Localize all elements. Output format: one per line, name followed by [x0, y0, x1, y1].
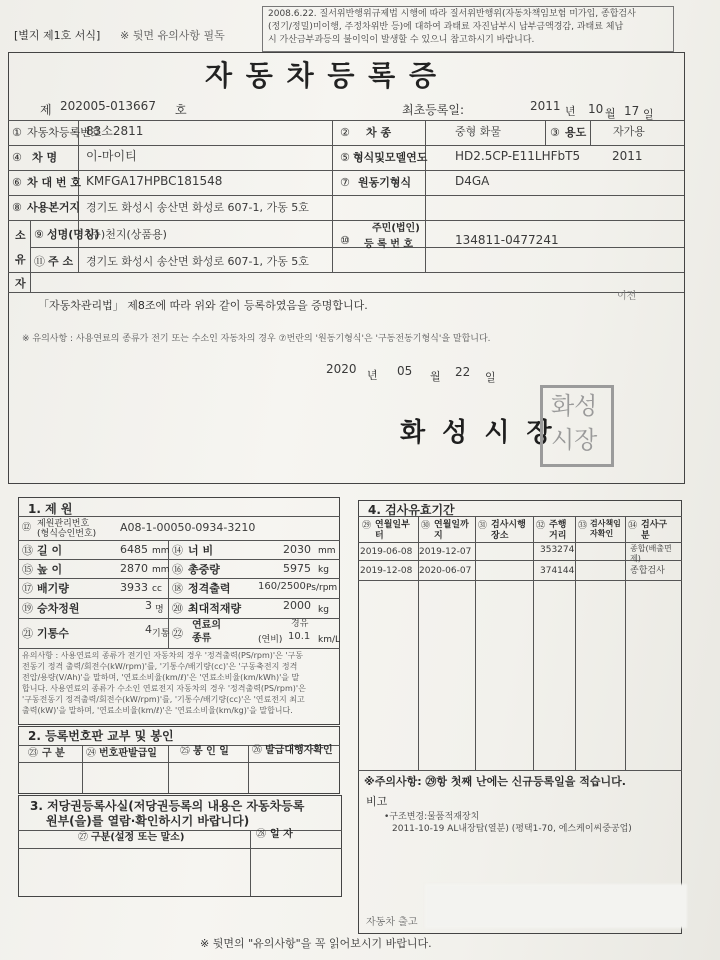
field-4-marker: ④: [12, 151, 22, 164]
grid-line: [18, 559, 340, 560]
grid-line: [18, 648, 340, 649]
certify-text: 「자동차관리법」 제8조에 따라 위와 같이 등록하였음을 증명합니다.: [38, 299, 368, 312]
grid-line: [533, 516, 534, 770]
grid-line: [425, 120, 426, 220]
field-2-marker: ②: [340, 126, 350, 139]
first-reg-month: 10: [588, 102, 604, 116]
owner-label-3: 자: [15, 277, 26, 290]
plates-col-2: 번호판발급일: [99, 748, 157, 759]
mgmt-value: A08-1-00050-0934-3210: [120, 521, 256, 534]
height-value: 2870: [120, 562, 148, 575]
insp-col-5: 검사책임자확인: [590, 519, 621, 538]
grid-line: [18, 540, 340, 541]
spec-12-marker: ⑫: [22, 523, 32, 533]
issue-month: 05: [397, 364, 413, 378]
field-3-value: 자가용: [613, 125, 645, 138]
inspection-note: ※주의사항: ㉙항 첫째 난에는 신규등록일을 적습니다.: [364, 775, 626, 788]
plates-col-3: 봉 인 일: [193, 746, 229, 757]
first-reg-label: 최초등록일:: [402, 103, 465, 117]
mgmt-label-2: (형식승인번호): [37, 529, 97, 539]
spec-20-marker: ⑳: [172, 602, 183, 615]
power-value: 160/2500: [258, 581, 306, 592]
insp-col-5-marker: ㉝: [578, 521, 588, 531]
power-label: 정격출력: [188, 582, 231, 595]
weight-unit: kg: [318, 565, 329, 575]
grid-line: [248, 745, 249, 793]
plates-col-1-marker: ㉓: [28, 748, 38, 759]
first-reg-year: 2011: [530, 99, 561, 113]
redacted-area: [425, 884, 687, 928]
grid-line: [30, 220, 31, 292]
field-7-value: D4GA: [455, 174, 490, 188]
spec-13-marker: ⑬: [22, 544, 33, 557]
grid-line: [475, 516, 476, 770]
top-notice-line-1: 2008.6.22. 질서위반행위규제법 시행에 따라 질서위반행위(자동차책임보험 미가입, 종합검사: [268, 9, 636, 19]
lien-col-2: 일 자: [270, 829, 293, 840]
fuel-economy-label: (연비): [258, 635, 283, 645]
plates-col-1: 구 분: [42, 748, 65, 759]
grid-line: [168, 745, 169, 793]
insp-col-1: 연월일부터: [375, 520, 410, 541]
insp-row-1-kind: 종합(배출면제): [630, 544, 672, 563]
first-reg-year-unit: 년: [565, 105, 576, 118]
cylinders-unit: 기통: [152, 629, 170, 639]
grid-line: [358, 542, 682, 543]
length-label: 길 이: [37, 544, 63, 557]
spec-fine-print-4: 합니다. 사용연료의 종류가 수소인 연료전지 자동차의 경우 '정격출력(PS/rpm)'은: [22, 684, 306, 693]
weight-label: 총중량: [188, 563, 220, 576]
note-line: ※ 유의사항 : 사용연료의 종류가 전기 또는 수소인 자동차의 경우 ⑦번란의 '원동기형식'은 '구동전동기형식'을 말합니다.: [22, 334, 491, 344]
grid-line: [8, 170, 684, 171]
insp-col-1-marker: ㉙: [362, 521, 372, 531]
grid-line: [545, 120, 546, 145]
transfer-mark: 이전: [617, 291, 637, 302]
grid-line: [8, 292, 684, 293]
grid-line: [590, 120, 591, 145]
width-label: 너 비: [188, 544, 214, 557]
field-6-label: 차 대 번 호: [27, 176, 81, 189]
load-value: 2000: [283, 599, 311, 612]
insp-col-6: 검사구분: [641, 520, 668, 541]
remarks-label: 비고: [366, 795, 388, 808]
cylinders-label: 기통수: [37, 627, 69, 640]
field-11-label: 주 소: [48, 255, 74, 268]
field-9-marker: ⑨: [34, 228, 44, 241]
field-10-label-1: 주민(법인): [372, 223, 420, 234]
displacement-unit: cc: [152, 584, 162, 594]
field-10-value: 134811-0477241: [455, 233, 559, 247]
inspection-heading: 4. 검사유효기간: [368, 503, 455, 517]
grid-line: [18, 762, 340, 763]
field-11-marker: ⑪: [34, 255, 45, 268]
grid-line: [425, 220, 426, 272]
grid-line: [18, 830, 342, 831]
spec-fine-print-1: 유의사항 : 사용연료의 종류가 전기인 자동차의 경우 '정격출력(PS/rpm)'은 '구동: [22, 651, 304, 660]
lien-heading-2: 원부(을)를 열람·확인하시기 바랍니다): [46, 814, 250, 828]
form-label: [별지 제1호 서식]: [14, 29, 101, 42]
footer-cut-text: 자동차 출고: [366, 917, 418, 928]
reg-no-value: 202005-013667: [60, 99, 156, 113]
lien-col-1-marker: ㉗: [78, 832, 88, 843]
remarks-line-2: 2011-10-19 AL내장탑(열분) (평택1-70, 에스케이씨중공업): [392, 824, 632, 834]
issuer-name: 화 성 시 장: [400, 418, 556, 448]
grid-line: [30, 247, 684, 248]
field-3-marker: ③: [550, 126, 560, 139]
power-unit: Ps/rpm: [306, 583, 338, 593]
width-unit: mm: [318, 546, 336, 556]
back-notice: ※ 뒷면 유의사항 필독: [120, 29, 225, 42]
grid-line: [358, 770, 682, 771]
remarks-line-1: •구조변경:물품적재장치: [384, 812, 480, 822]
plates-heading: 2. 등록번호판 교부 및 봉인: [28, 729, 174, 743]
reg-no-suffix: 호: [175, 103, 187, 117]
field-7-marker: ⑦: [340, 176, 350, 189]
length-unit: mm: [152, 546, 170, 556]
plates-col-4: 발급대행자확인: [265, 745, 333, 756]
field-5-value: HD2.5CP-E11LHFbT5: [455, 149, 581, 163]
insp-row-2-kind: 종합검사: [630, 566, 665, 576]
insp-col-3: 검사시행장소: [491, 520, 526, 541]
insp-row-2-to: 2020-06-07: [419, 566, 472, 576]
spec-fine-print-3: 전압/용량(V/Ah)'을 말하며, '연료소비율(km/ℓ)'은 '연료소비율(km/kWh)'을 말: [22, 673, 300, 682]
seats-unit: 명: [155, 605, 164, 615]
lien-col-1: 구분(설정 또는 말소): [91, 832, 185, 843]
issue-day: 22: [455, 365, 471, 379]
insp-row-1-from: 2019-06-08: [360, 547, 413, 557]
seal-text-2: 시장: [551, 426, 598, 454]
load-label: 최대적재량: [188, 602, 242, 615]
load-unit: kg: [318, 605, 329, 615]
grid-line: [18, 578, 340, 579]
first-reg-day-unit: 일: [643, 108, 654, 121]
fuel-label-1: 연료의: [192, 620, 221, 631]
specs-heading: 1. 제 원: [28, 502, 73, 516]
field-1-marker: ①: [12, 126, 22, 139]
insp-col-4-marker: ㉜: [536, 521, 546, 531]
spec-18-marker: ⑱: [172, 582, 183, 595]
fuel-value: 경유: [291, 619, 309, 629]
grid-line: [575, 516, 576, 770]
plates-col-3-marker: ㉕: [180, 746, 190, 757]
field-2-label: 차 종: [366, 126, 392, 139]
plates-col-2-marker: ㉔: [86, 748, 96, 759]
document-title: 자 동 차 등 록 증: [205, 59, 439, 92]
insp-col-3-marker: ㉛: [478, 521, 488, 531]
spec-16-marker: ⑯: [172, 563, 183, 576]
spec-19-marker: ⑲: [22, 602, 33, 615]
insp-row-1-km: 353274: [540, 545, 575, 555]
field-6-marker: ⑥: [12, 176, 22, 189]
grid-line: [18, 848, 342, 849]
field-4-label: 차 명: [32, 151, 58, 164]
grid-line: [8, 272, 684, 273]
spec-17-marker: ⑰: [22, 582, 33, 595]
grid-line: [82, 745, 83, 793]
grid-line: [332, 120, 333, 220]
official-seal: [540, 385, 614, 467]
footer-notice: ※ 뒷면의 "유의사항"을 꼭 읽어보시기 바랍니다.: [200, 937, 432, 950]
field-1-label: 자동차등록번호: [27, 126, 102, 139]
grid-line: [625, 516, 626, 770]
seats-value: 3: [145, 599, 152, 612]
spec-fine-print-6: 출력(kW)'을 말하며, '연료소비율(km/ℓ)'은 '연료소비율(km/kg)'을 말합니다.: [22, 706, 293, 715]
field-10-label-2: 등 록 번 호: [364, 239, 414, 250]
field-8-marker: ⑧: [12, 201, 22, 214]
issue-day-unit: 일: [485, 371, 496, 384]
grid-line: [8, 145, 684, 146]
grid-line: [8, 195, 684, 196]
seal-text-1: 화성: [551, 392, 598, 420]
grid-line: [358, 580, 682, 581]
spec-fine-print-5: '구동전동기 정격출력/회전수(kW/rpm)'를, '기통수/배기량(cc)'은 '연료전지 최고: [22, 695, 305, 704]
grid-line: [8, 220, 684, 221]
grid-line: [332, 220, 333, 272]
issue-year: 2020: [326, 362, 357, 376]
displacement-label: 배기량: [37, 582, 69, 595]
field-2-value: 중형 화물: [455, 125, 502, 138]
spec-fine-print-2: 전동기 정격 출력/회전수(kW/rpm)'를, '기통수/배기량(cc)'은 '구동축전지 정격: [22, 662, 298, 671]
insp-col-2-marker: ㉚: [421, 521, 431, 531]
insp-row-2-km: 374144: [540, 566, 575, 576]
fuel-economy-unit: km/L: [318, 635, 341, 645]
height-unit: mm: [152, 565, 170, 575]
issue-year-unit: 년: [367, 369, 378, 382]
field-8-value: 경기도 화성시 송산면 화성로 607-1, 가동 5호: [86, 201, 309, 214]
field-11-value: 경기도 화성시 송산면 화성로 607-1, 가동 5호: [86, 255, 309, 268]
weight-value: 5975: [283, 562, 311, 575]
insp-row-1-to: 2019-12-07: [419, 547, 472, 557]
spec-14-marker: ⑭: [172, 544, 183, 557]
field-1-value: 83소2811: [86, 124, 144, 138]
mgmt-label-1: 제원관리번호: [37, 519, 90, 529]
seats-label: 승차정원: [37, 602, 80, 615]
fuel-label-2: 종류: [192, 633, 212, 644]
first-reg-day: 17: [624, 104, 640, 118]
length-value: 6485: [120, 543, 148, 556]
spec-22-marker: ㉒: [172, 627, 183, 640]
field-5-marker: ⑤: [340, 151, 350, 164]
field-9-label: 성명(명칭): [47, 228, 100, 241]
field-8-label: 사용본거지: [27, 201, 81, 214]
insp-col-2: 연월일까지: [434, 520, 469, 541]
field-10-marker: ⑩: [340, 234, 350, 247]
reg-no-label: 제: [40, 103, 52, 117]
field-5-year: 2011: [612, 149, 643, 163]
field-6-value: KMFGA17HPBC181548: [86, 174, 223, 188]
spec-21-marker: ㉑: [22, 627, 33, 640]
lien-heading-1: 3. 저당권등록사실(저당권등록의 내용은 자동차등록: [30, 799, 305, 813]
spec-15-marker: ⑮: [22, 563, 33, 576]
field-3-label: 용도: [565, 126, 587, 139]
cylinders-value: 4: [145, 623, 152, 636]
grid-line: [358, 516, 682, 517]
insp-row-2-from: 2019-12-08: [360, 566, 413, 576]
grid-line: [8, 120, 684, 121]
grid-line: [250, 830, 251, 896]
field-5-label: 형식및모델연도: [353, 151, 428, 164]
first-reg-month-unit: 월: [605, 107, 616, 120]
issue-month-unit: 월: [430, 370, 441, 383]
grid-line: [78, 120, 79, 272]
top-notice-line-2: (정기/정밀)미이행, 주정차위반 등)에 대하여 과태료 자진납부시 납부금액경감, 과태료 체납: [268, 22, 624, 32]
owner-label-2: 유: [15, 253, 26, 266]
field-4-value: 이-마이티: [86, 149, 137, 163]
fuel-economy-value: 10.1: [288, 631, 311, 642]
displacement-value: 3933: [120, 581, 148, 594]
insp-col-4: 주행거리: [549, 520, 567, 541]
grid-line: [18, 516, 340, 517]
lien-col-2-marker: ㉘: [256, 829, 266, 840]
height-label: 높 이: [37, 563, 63, 576]
field-7-label: 원동기형식: [358, 176, 412, 189]
top-notice-line-3: 시 가산금부과등의 불이익이 발생할 수 있으니 참고하시기 바랍니다.: [268, 35, 535, 45]
field-9-value: (주)천지(상품용): [86, 228, 167, 241]
width-value: 2030: [283, 543, 311, 556]
insp-col-6-marker: ㉞: [628, 521, 638, 531]
plates-col-4-marker: ㉖: [252, 745, 262, 756]
owner-label-1: 소: [15, 229, 26, 242]
